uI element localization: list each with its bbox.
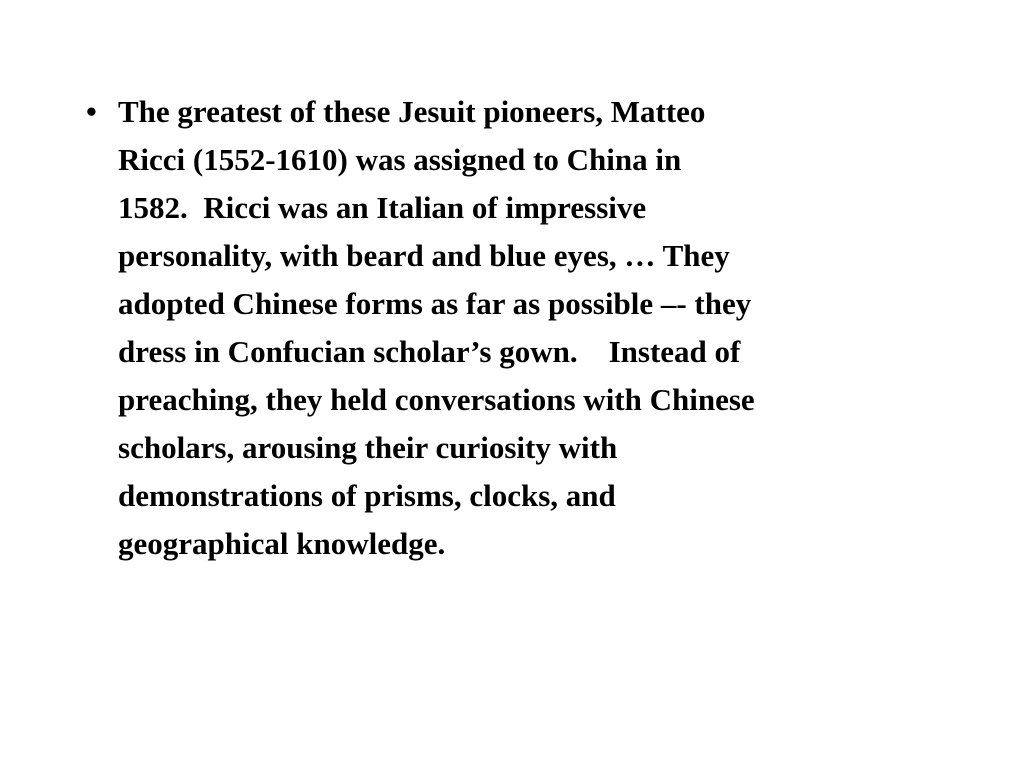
paragraph-line: The greatest of these Jesuit pioneers, Matteo xyxy=(118,94,706,129)
paragraph-line: preaching, they held conversations with Chinese xyxy=(118,382,755,417)
paragraph-line: adopted Chinese forms as far as possible –- they xyxy=(118,286,752,321)
paragraph-line: dress in Confucian scholar’s gown. Instead of xyxy=(118,334,741,369)
bullet-icon: • xyxy=(86,94,97,129)
paragraph-line: 1582. Ricci was an Italian of impressive xyxy=(118,190,647,225)
paragraph-line: demonstrations of prisms, clocks, and xyxy=(118,478,616,513)
paragraph-line: scholars, arousing their curiosity with xyxy=(118,430,618,465)
paragraph-line: Ricci (1552-1610) was assigned to China in xyxy=(118,142,682,177)
paragraph-line: personality, with beard and blue eyes, … They xyxy=(118,238,730,273)
bullet-paragraph xyxy=(118,88,998,568)
paragraph-line: geographical knowledge. xyxy=(118,526,446,561)
